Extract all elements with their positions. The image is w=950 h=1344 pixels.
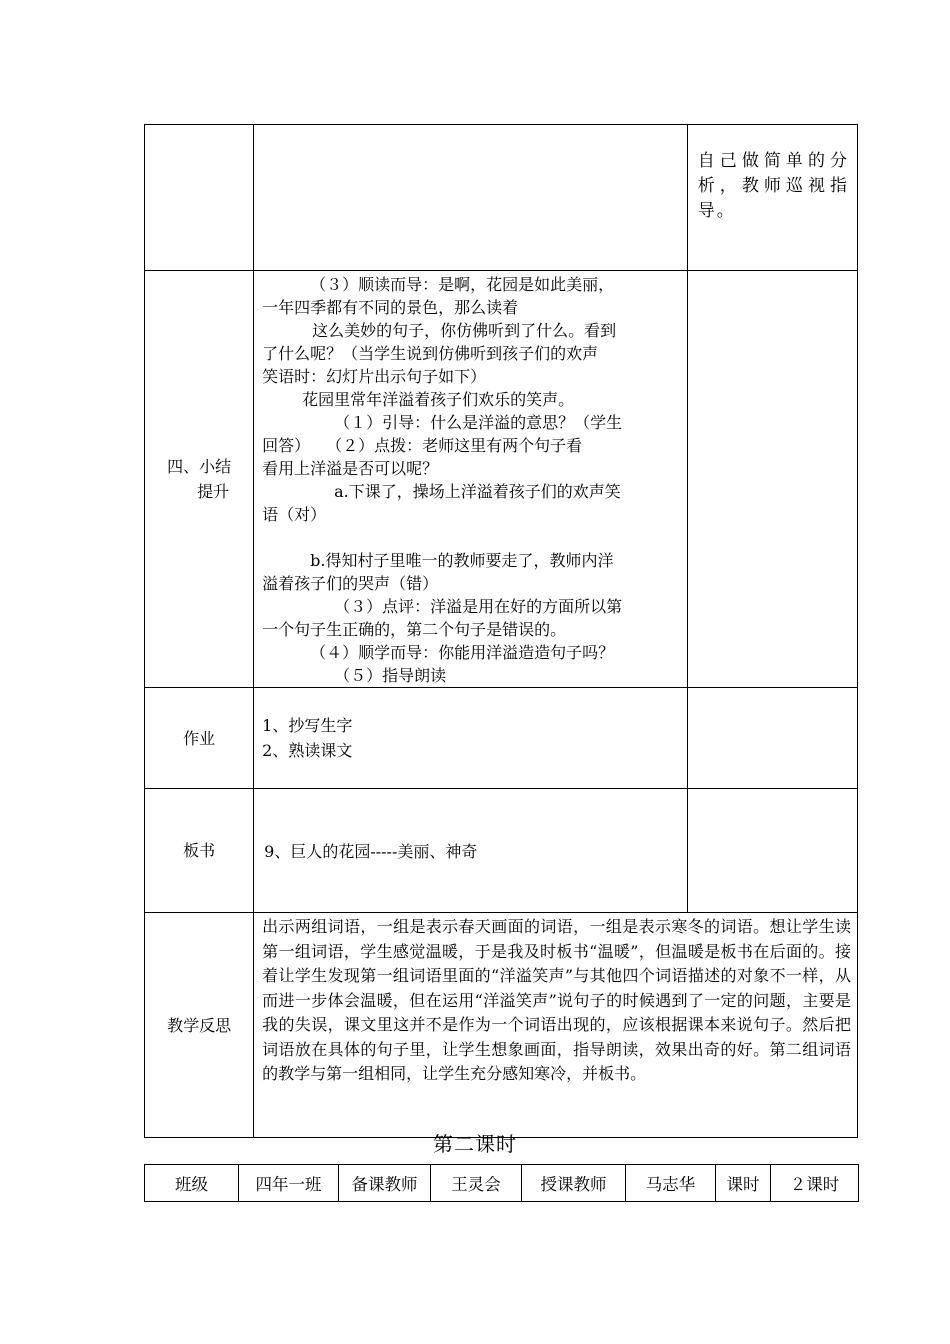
info-cell-teacher-label: 授课教师 [522, 1165, 626, 1202]
homework-item: 2、熟读课文 [262, 741, 353, 760]
summary-line: 笑语时：幻灯片出示句子如下） [262, 367, 487, 386]
summary-line: 语（对） [262, 505, 327, 524]
summary-line: a.下课了，操场上洋溢着孩子们的欢声笑 [334, 482, 621, 501]
summary-line: 回答） （２）点拨：老师这里有两个句子看 [262, 436, 583, 455]
homework-item: 1、抄写生字 [262, 716, 353, 735]
reflection-label-cell [145, 913, 254, 1138]
info-cell-prep-teacher-label: 备课教师 [339, 1165, 431, 1202]
summary-line: 一个句子生正确的，第二个句子是错误的。 [262, 620, 567, 639]
lesson-plan-table [144, 124, 858, 1138]
row-teacher-note [145, 125, 858, 271]
summary-line: （１）引导：什么是洋溢的意思？（学生 [334, 413, 623, 432]
lesson-info-row [145, 1165, 859, 1202]
summary-label-line2: 提升 [197, 482, 230, 501]
reflection-content: 出示两组词语，一组是表示春天画面的词语，一组是表示寒冬的词语。想让学生读第一组词语，学生感觉温暖，于是我及时板书“温暖”，但温暖是板书在后面的。接着让学生发现第一组词语里面的“洋溢笑声”与其他四个词语描述的对象不一样，从而进一步体会温暖，但在运用“洋溢笑声”说句子的时候遇到了一定的问题，主要是我的失误，课文里这并不是作为一个词语出现的，应该根据课本来说句子。然后把词语放在具体的句子里，让学生想象画面，指导朗读，效果出奇的好。第二组词语的教学与第一组相同，让学生充分感知寒冷，并板书。 [262, 917, 851, 1083]
info-cell-prep-teacher-value: 王灵会 [431, 1165, 522, 1202]
section-title: 第二课时 [433, 1132, 517, 1156]
summary-note-cell [687, 271, 857, 688]
row1-content-cell [254, 125, 688, 271]
row-board [145, 789, 858, 913]
summary-line: （４）顺学而导：你能用洋溢造造句子吗？ [310, 643, 615, 662]
row-reflection [145, 913, 858, 1138]
summary-line: （３）顺读而导：是啊，花园是如此美丽， [310, 275, 615, 294]
info-cell-hours-value: ２课时 [771, 1165, 859, 1202]
homework-note-cell [687, 688, 857, 789]
summary-line: 溢着孩子们的哭声（错） [262, 574, 439, 593]
summary-line: 花园里常年洋溢着孩子们欢乐的笑声。 [302, 390, 575, 409]
row-summary [145, 271, 858, 688]
board-label-cell [145, 789, 254, 913]
row1-note-cell [687, 125, 857, 271]
lesson-info-table [144, 1164, 859, 1202]
info-cell-hours-label: 课时 [716, 1165, 771, 1202]
info-cell-class-label: 班级 [145, 1165, 239, 1202]
board-content-cell [254, 789, 688, 913]
row-homework [145, 688, 858, 789]
board-content: 9、巨人的花园-----美丽、神奇 [264, 842, 478, 861]
reflection-label: 教学反思 [167, 1015, 232, 1035]
homework-content-cell [254, 688, 688, 789]
summary-line: （３）点评：洋溢是用在好的方面所以第 [334, 597, 623, 616]
board-label: 板书 [183, 841, 216, 860]
summary-line: 一年四季都有不同的景色，那么读着 [262, 298, 519, 317]
summary-content-cell [254, 271, 688, 688]
summary-line: 这么美妙的句子，你仿佛听到了什么。看到 [312, 321, 617, 340]
info-cell-teacher-value: 马志华 [626, 1165, 716, 1202]
summary-label-line1: 四、小结 [167, 457, 232, 476]
summary-label-cell [145, 271, 254, 688]
summary-line: b.得知村子里唯一的教师要走了，教师内洋 [310, 551, 614, 570]
summary-line: （５）指导朗读 [334, 666, 447, 685]
summary-line: 看用上洋溢是否可以呢？ [262, 459, 439, 478]
row1-label-cell [145, 125, 254, 271]
homework-label-cell [145, 688, 254, 789]
info-cell-class-value: 四年一班 [239, 1165, 339, 1202]
reflection-content-cell [254, 913, 858, 1138]
board-note-cell [687, 789, 857, 913]
homework-label: 作业 [183, 728, 216, 748]
teacher-note: 自己做简单的分析，教师巡视指导。 [697, 151, 849, 221]
summary-line: 了什么呢？（当学生说到仿佛听到孩子们的欢声 [262, 344, 599, 363]
